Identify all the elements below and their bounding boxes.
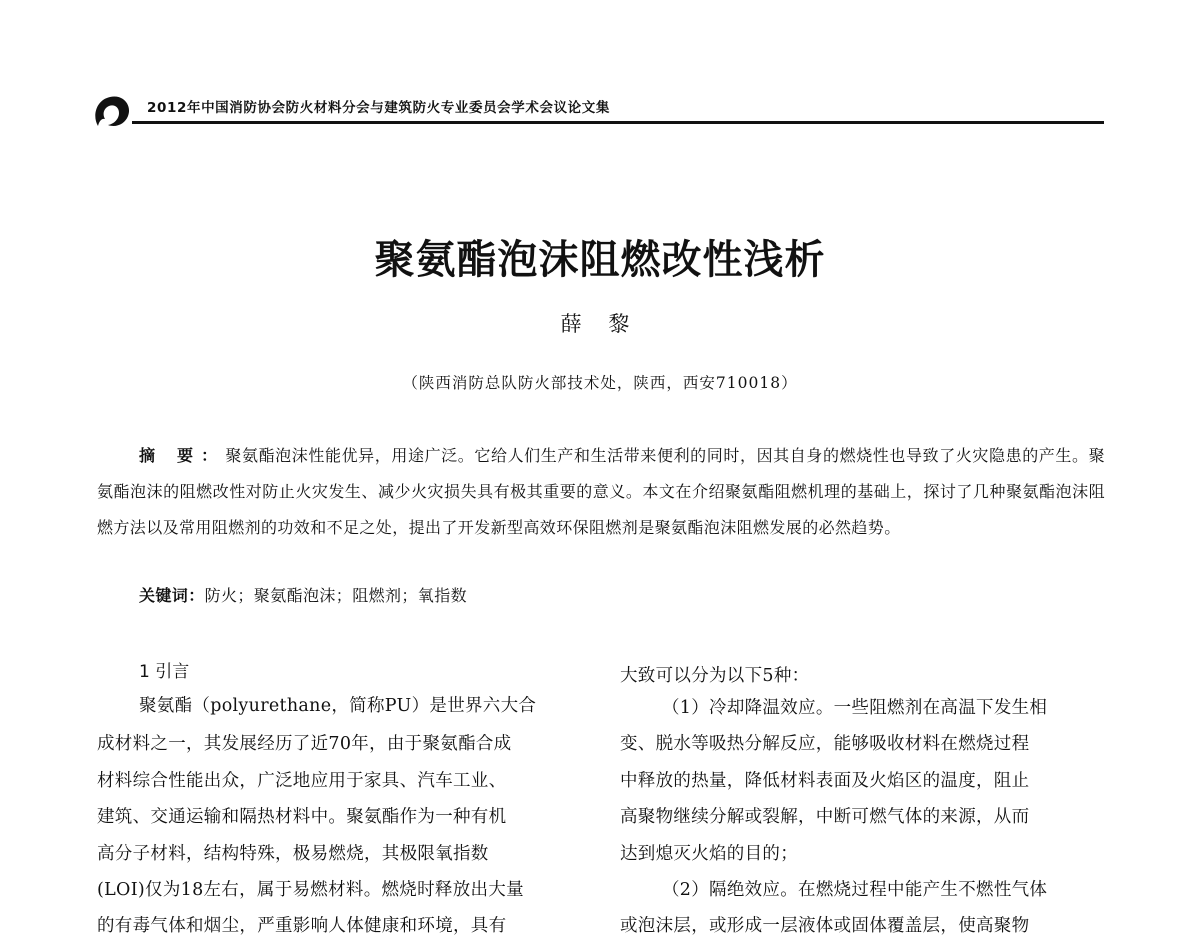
- keywords-label: 关键词：: [139, 586, 205, 605]
- abstract: [97, 438, 1105, 546]
- section-heading-introduction: 1 引言: [139, 662, 190, 682]
- body-line: （1）冷却降温效应。一些阻燃剂在高温下发生相: [662, 698, 1048, 718]
- body-line: 或泡沫层，或形成一层液体或固体覆盖层，使高聚物: [620, 916, 1030, 936]
- body-line: 建筑、交通运输和隔热材料中。聚氨酯作为一种有机: [97, 807, 507, 827]
- abstract-text: 聚氨酯泡沫性能优异，用途广泛。它给人们生产和生活带来便利的同时，因其自身的燃烧性也导致了火灾隐患的产生。聚氨酯泡沫的阻燃改性对防止火灾发生、减少火灾损失具有极其重要的意义。本文在介绍聚氨酯阻燃机理的基础上，探讨了几种聚氨酯泡沫阻燃方法以及常用阻燃剂的功效和不足之处，提出了开发新型高效环保阻燃剂是聚氨酯泡沫阻燃发展的必然趋势。: [97, 446, 1105, 537]
- body-line: 材料综合性能出众，广泛地应用于家具、汽车工业、: [97, 771, 507, 791]
- abstract-label: 摘 要：: [139, 446, 226, 465]
- body-line: 高分子材料，结构特殊，极易燃烧，其极限氧指数: [97, 844, 489, 864]
- body-line: (LOI)仅为18左右，属于易燃材料。燃烧时释放出大量: [97, 880, 524, 900]
- body-line: 大致可以分为以下5种：: [620, 666, 810, 686]
- header-rule: [132, 121, 1104, 124]
- proceedings-logo-icon: [92, 92, 132, 132]
- author-name: 薛 黎: [560, 312, 640, 336]
- running-header: 2012年中国消防协会防火材料分会与建筑防火专业委员会学术会议论文集: [147, 100, 610, 116]
- body-line: 的有毒气体和烟尘，严重影响人体健康和环境，具有: [97, 916, 507, 936]
- body-line: 高聚物继续分解或裂解，中断可燃气体的来源，从而: [620, 807, 1030, 827]
- paper-title: 聚氨酯泡沫阻燃改性浅析: [374, 237, 826, 283]
- author-affiliation: （陕西消防总队防火部技术处，陕西，西安710018）: [402, 374, 798, 392]
- keywords: [139, 583, 467, 606]
- body-line: 聚氨酯（polyurethane，简称PU）是世界六大合: [139, 696, 537, 716]
- body-line: 中释放的热量，降低材料表面及火焰区的温度，阻止: [620, 771, 1030, 791]
- keywords-text: 防火；聚氨酯泡沫；阻燃剂；氧指数: [204, 586, 468, 605]
- body-line: 变、脱水等吸热分解反应，能够吸收材料在燃烧过程: [620, 734, 1030, 754]
- body-line: （2）隔绝效应。在燃烧过程中能产生不燃性气体: [662, 880, 1048, 900]
- body-line: 达到熄灭火焰的目的；: [620, 844, 798, 864]
- body-line: 成材料之一，其发展经历了近70年，由于聚氨酯合成: [97, 734, 512, 754]
